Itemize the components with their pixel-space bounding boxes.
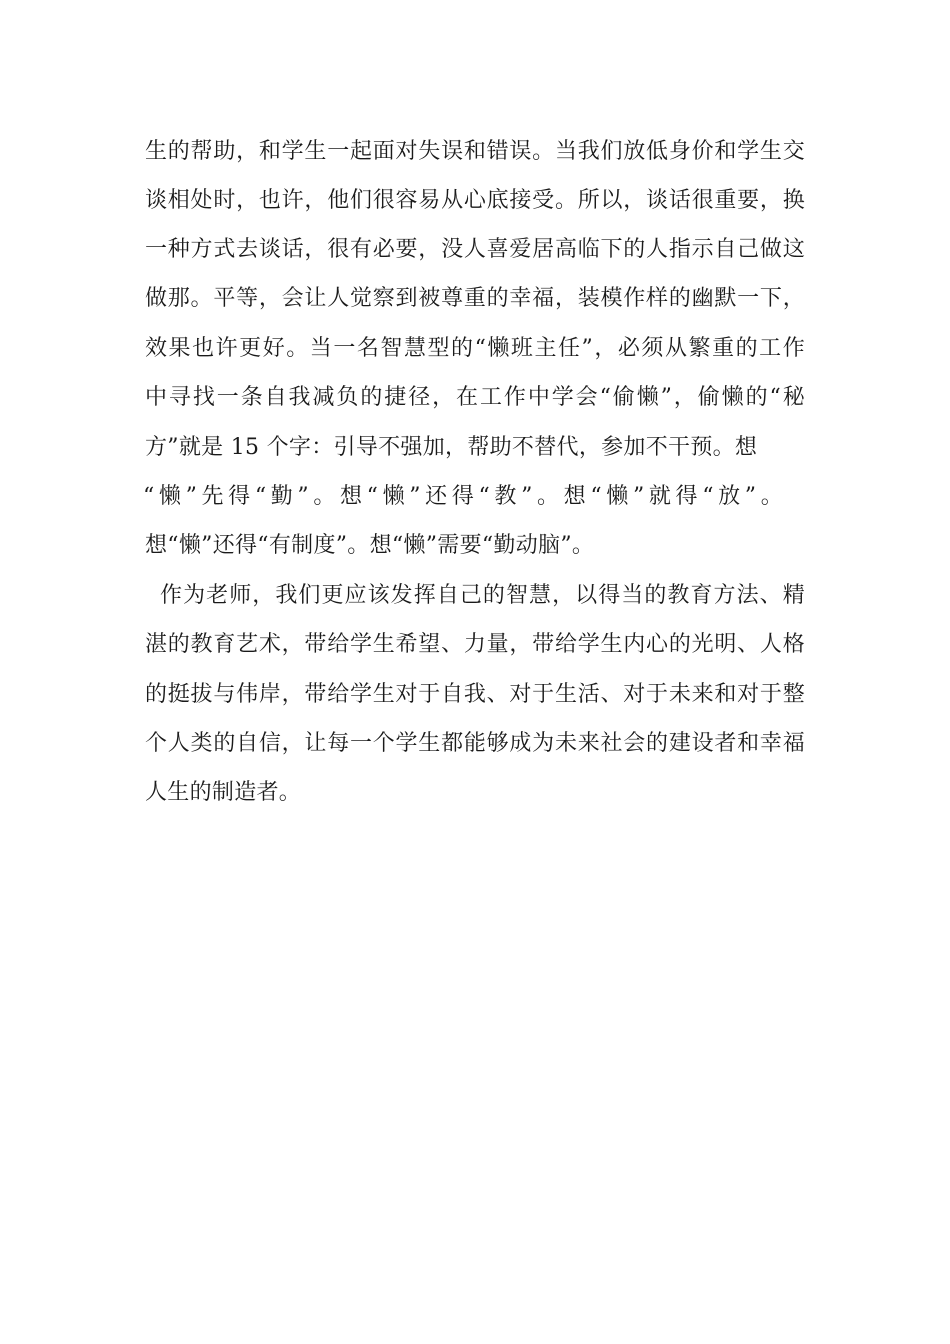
paragraph-line: 的挺拔与伟岸，带给学生对于自我、对于生活、对于未来和对于整 <box>145 682 805 707</box>
paragraph-line: 一种方式去谈话，很有必要，没人喜爱居高临下的人指示自己做这 <box>145 237 805 262</box>
paragraph-line: 想“懒”还得“有制度”。想“懒”需要“勤动脑”。 <box>145 533 595 558</box>
paragraph-line: 中寻找一条自我减负的捷径，在工作中学会“偷懒”，偷懒的“秘 <box>145 385 805 410</box>
paragraph-line: 方”就是 15 个字：引导不强加，帮助不替代，参加不干预。想 <box>145 435 758 460</box>
paragraph-line: 生的帮助，和学生一起面对失误和错误。当我们放低身价和学生交 <box>145 139 805 164</box>
paragraph-line: 谈相处时，也许，他们很容易从心底接受。所以，谈话很重要，换 <box>145 188 805 213</box>
paragraph-line: 个人类的自信，让每一个学生都能够成为未来社会的建设者和幸福 <box>145 731 805 756</box>
paragraph-first-line: 作为老师，我们更应该发挥自己的智慧，以得当的教育方法、精 <box>160 583 805 608</box>
paragraph-line: 做那。平等，会让人觉察到被尊重的幸福，装模作样的幽默一下， <box>145 286 805 311</box>
paragraph-line: 效果也许更好。当一名智慧型的“懒班主任”，必须从繁重的工作 <box>145 336 805 361</box>
paragraph-line: 人生的制造者。 <box>145 780 302 805</box>
paragraph-line: “懒”先得“勤”。想“懒”还得“教”。想“懒”就得“放”。 <box>143 484 783 509</box>
paragraph-line: 湛的教育艺术，带给学生希望、力量，带给学生内心的光明、人格 <box>145 632 805 657</box>
